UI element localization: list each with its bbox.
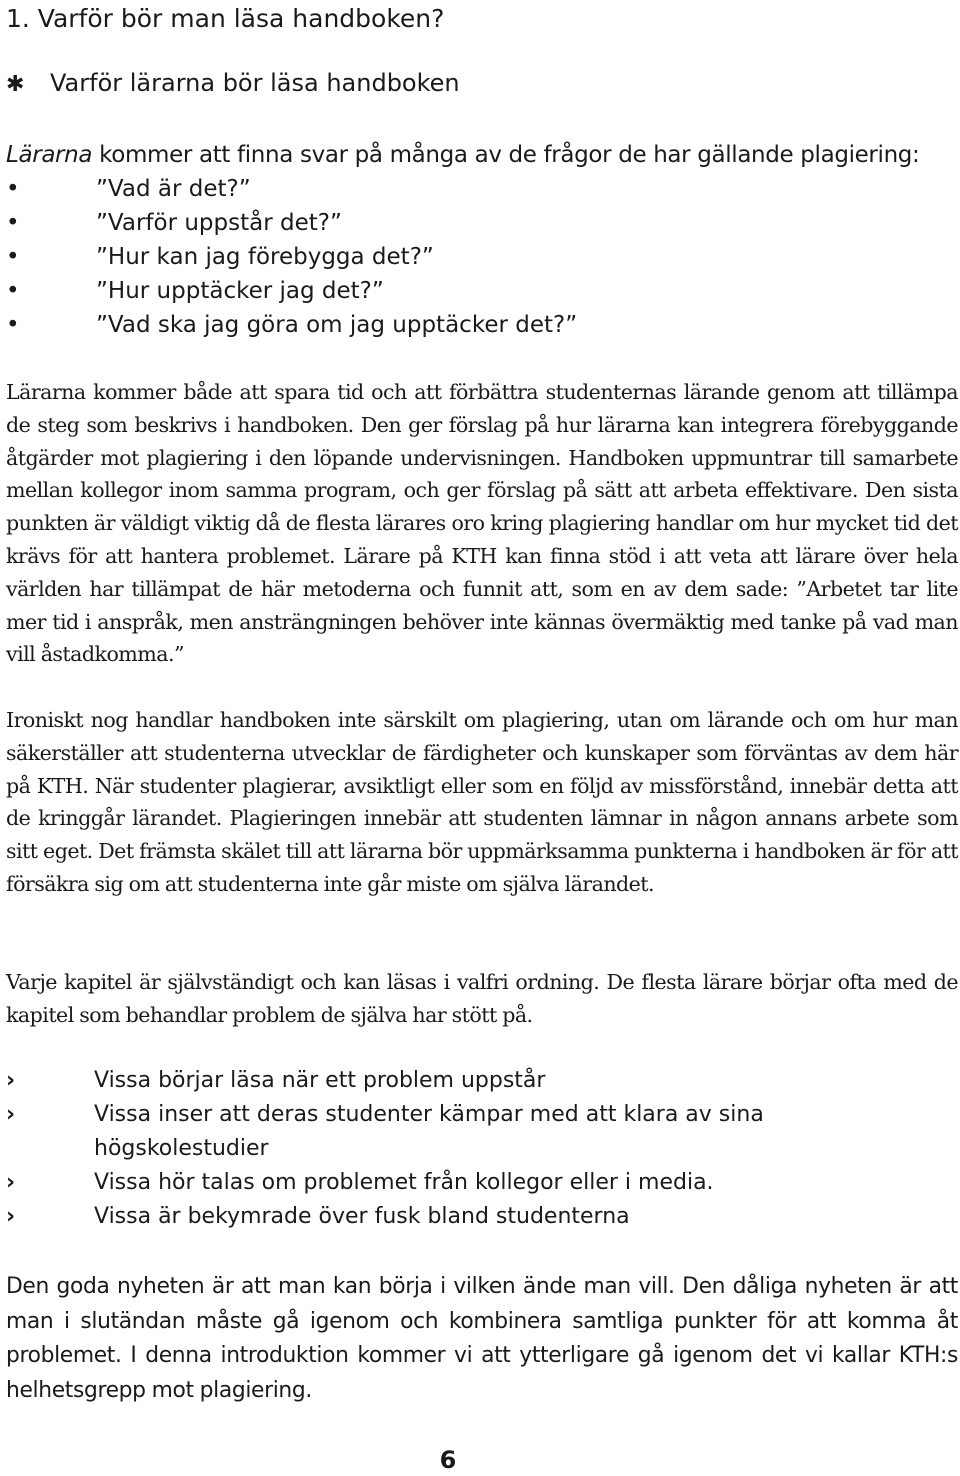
list-item: › Vissa inser att deras studenter kämpar med att klara av sina högskolestudier xyxy=(6,1098,834,1166)
list-item: • ”Vad är det?” xyxy=(6,172,577,206)
bullet-icon: • xyxy=(6,278,20,304)
subsection-title: Varför lärarna bör läsa handboken xyxy=(50,69,460,97)
subsection-heading xyxy=(6,66,460,102)
bullet-icon: • xyxy=(6,312,20,338)
list-item: • ”Hur upptäcker jag det?” xyxy=(6,274,577,308)
list-item: • ”Varför uppstår det?” xyxy=(6,206,577,240)
bullet-icon: • xyxy=(6,210,20,236)
chevron-right-icon: › xyxy=(6,1170,16,1195)
intro-text: kommer att finna svar på många av de frågor de har gällande plagiering: xyxy=(92,142,920,168)
list-item: › Vissa hör talas om problemet från kollegor eller i media. xyxy=(6,1166,834,1200)
body-paragraph: Lärarna kommer både att spara tid och att förbättra studenternas lärande genom att tillämpa de steg som beskrivs i handboken. Den ger förslag på hur lärarna kan integrera förebyggande åtgärder mot plagiering i den löpande undervisningen. Handboken uppmuntrar till samarbete mellan kollegor inom samma program, och ger förslag på sätt att arbeta effektivare. Den sista punkten är väldigt viktig då de flesta lärares oro kring plagiering handlar om hur mycket tid det krävs för att hantera problemet. Lärare på KTH kan finna stöd i att veta att lärare över hela världen har tillämpat de här metoderna och funnit att, som en av dem sade: ”Arbetet tar lite mer tid i anspråk, men ansträngningen behöver inte kännas övermäktig med tanke på vad man vill åstadkomma.” xyxy=(6,380,958,667)
list-item: › Vissa är bekymrade över fusk bland studenterna xyxy=(6,1200,834,1234)
question-list xyxy=(6,172,577,342)
section-heading: 1. Varför bör man läsa handboken? xyxy=(6,4,445,33)
closing-paragraph: Den goda nyheten är att man kan börja i vilken ände man vill. Den dåliga nyheten är att man i slutändan måste gå igenom och kombinera samtliga punkter för att komma åt problemet. I denna introduktion kommer vi att ytterligare gå igenom det vi kallar KTH:s helhetsgrepp mot plagiering. xyxy=(6,1274,958,1403)
body-paragraph: Ironiskt nog handlar handboken inte särskilt om plagiering, utan om lärande och om hur man säkerställer att studenterna utvecklar de färdigheter och kunskaper som förväntas av dem här på KTH. När studenter plagierar, avsiktligt eller som en följd av missförstånd, innebär detta att de kringgår lärandet. Plagieringen innebär att studenten lämnar in någon annans arbete som sitt eget. Det främsta skälet till att lärarna bör uppmärksamma punkterna i handboken är för att försäkra sig om att studenterna inte går miste om själva lärandet. xyxy=(6,708,958,896)
list-item: • ”Vad ska jag göra om jag upptäcker det?” xyxy=(6,308,577,342)
intro-sentence xyxy=(6,138,919,172)
page-number: 6 xyxy=(439,1446,457,1474)
chevron-right-icon: › xyxy=(6,1102,16,1127)
reason-list xyxy=(6,1064,834,1234)
body-paragraph: Varje kapitel är självständigt och kan läsas i valfri ordning. De flesta lärare börjar ofta med de kapitel som behandlar problem de själva har stött på. xyxy=(6,970,958,1027)
bullet-icon: • xyxy=(6,176,20,202)
chevron-right-icon: › xyxy=(6,1204,16,1229)
list-item: › Vissa börjar läsa när ett problem uppstår xyxy=(6,1064,834,1098)
asterisk-bullet-icon: ✱ xyxy=(6,72,25,97)
list-item: • ”Hur kan jag förebygga det?” xyxy=(6,240,577,274)
chevron-right-icon: › xyxy=(6,1068,16,1093)
intro-emphasis: Lärarna xyxy=(6,142,93,168)
bullet-icon: • xyxy=(6,244,20,270)
